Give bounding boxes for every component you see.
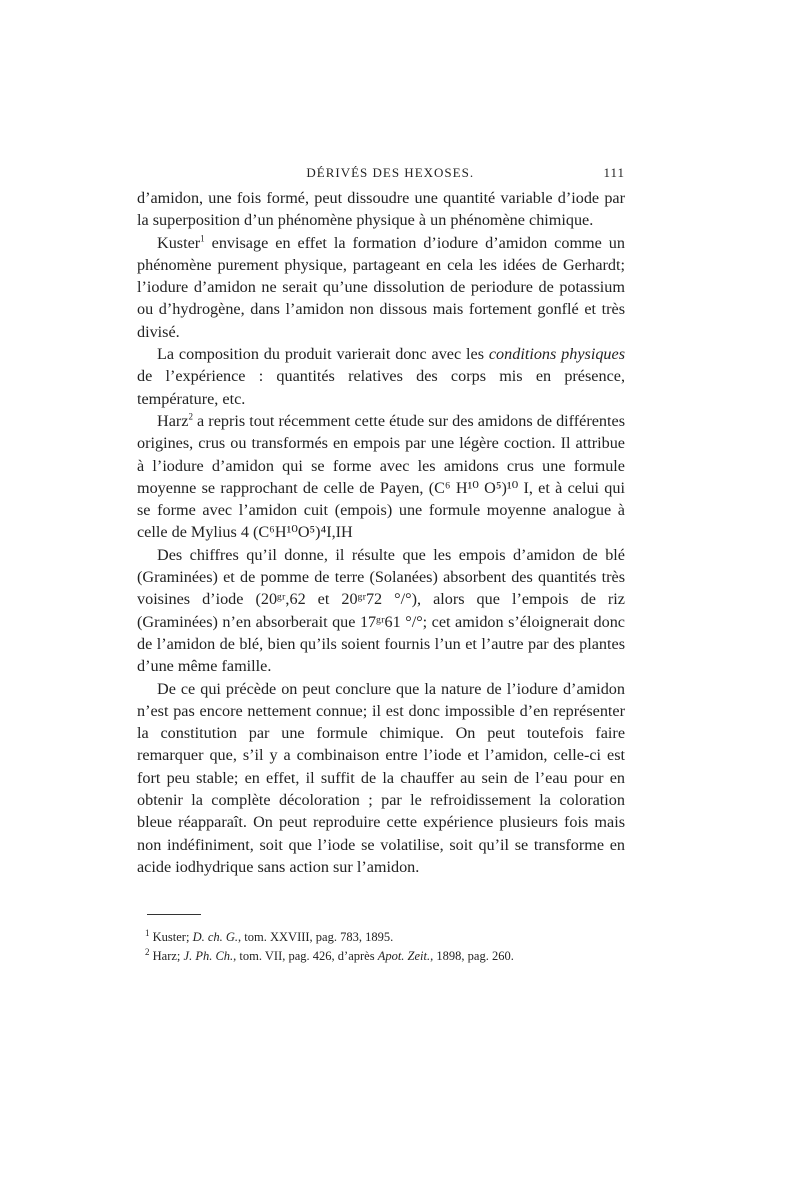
footnote-2-ref-2: , 1898, pag. 260. — [430, 949, 514, 963]
paragraph-4-start: Harz — [157, 411, 189, 430]
footnote-1-mark: 1 — [145, 927, 150, 938]
paragraph-3-italic: conditions physiques — [488, 345, 625, 364]
running-header — [137, 165, 625, 181]
paragraph-5: Des chiffres qu’il donne, il résulte que les empois d’amidon de blé (Graminées) et de pomme de terre (Solanées) absorbent des quantités très voisines d’iode (20ᵍʳ,62 et 20ᵍʳ72 °/°), alors que l’empois de riz (Graminées) n’en absorberait que 17ᵍʳ61 °/°; cet amidon s’éloignerait donc de l’amidon de blé, bien qu’ils soient fournis l’un et l’autre par des plantes d’une même famille. — [137, 545, 625, 676]
footnote-1-ref: , tom. XXVIII, pag. 783, 1895. — [238, 930, 394, 944]
footnote-ref-1: 1 — [200, 233, 205, 244]
paragraph-3-start: La composition du produit varierait donc avec les — [157, 345, 489, 364]
paragraph-3 — [137, 343, 625, 410]
paragraph-2 — [137, 232, 625, 343]
footnote-2-mark: 2 — [145, 946, 150, 957]
footnote-2-ref: , tom. VII, pag. 426, d’après — [233, 949, 378, 963]
footnotes — [137, 914, 625, 966]
footnote-1-journal: D. ch. G. — [192, 930, 239, 944]
paragraph-6: De ce qui précède on peut conclure que la nature de l’iodure d’amidon n’est pas encore nettement connue; il est donc impossible d’en représenter la constitution par une formule chimique. On peut toutefois faire remarquer que, s’il y a combinaison entre l’iode et l’amidon, celle-ci est fort peu stable; en effet, il suffit de la chauffer au sein de l’eau pour en obtenir la complète décoloration ; par le refroidissement la coloration bleue réapparaît. On peut reproduire cette expérience plusieurs fois mais non indéfiniment, soit que l’iode se volatilise, soit qu’il se transforme en acide iodhydrique sans action sur l’amidon. — [137, 679, 625, 876]
footnote-divider — [147, 914, 201, 915]
footnote-1 — [137, 928, 625, 947]
paragraph-1: d’amidon, une fois formé, peut dissoudre une quantité variable d’iode par la superposition d’un phénomène physique à un phénomène chimique. — [137, 189, 625, 230]
footnote-2 — [137, 947, 625, 966]
main-text — [137, 187, 625, 878]
footnote-2-author: Harz; — [152, 949, 184, 963]
paragraph-4 — [137, 410, 625, 544]
footnote-1-author: Kuster; — [152, 930, 193, 944]
paragraph-2-start: Kuster — [157, 233, 201, 252]
paragraph-4-rest: a repris tout récemment cette étude sur des amidons de différentes origines, crus ou transformés en empois par une légère coction. Il attribue à l’iodure d’amidon qui se forme avec les amidons crus une formule moyenne se rapprochant de celle de Payen, (C⁶ H¹⁰ O⁵)¹⁰ I, et à celui qui se forme avec l’amidon cuit (empois) une formule moyenne analogue à celle de Mylius 4 (C⁶H¹⁰O⁵)⁴I,IH — [137, 411, 625, 542]
page-number: 111 — [603, 165, 625, 180]
footnote-2-journal-2: Apot. Zeit. — [377, 949, 431, 963]
page-body — [137, 165, 625, 878]
paragraph-2-rest: envisage en effet la formation d’iodure d’amidon comme un phénomène purement physique, partageant en cela les idées de Gerhardt; l’iodure d’amidon ne serait qu’une dissolution de periodure de potassium ou d’hydrogène, dans l’amidon non dissous mais fortement gonflé et très divisé. — [137, 233, 625, 341]
running-title: DÉRIVÉS DES HEXOSES. — [306, 165, 475, 180]
paragraph-3-rest: de l’expérience : quantités relatives des corps mis en présence, température, etc. — [137, 367, 625, 408]
footnote-ref-2: 2 — [188, 411, 193, 422]
footnote-2-journal: J. Ph. Ch. — [183, 949, 234, 963]
